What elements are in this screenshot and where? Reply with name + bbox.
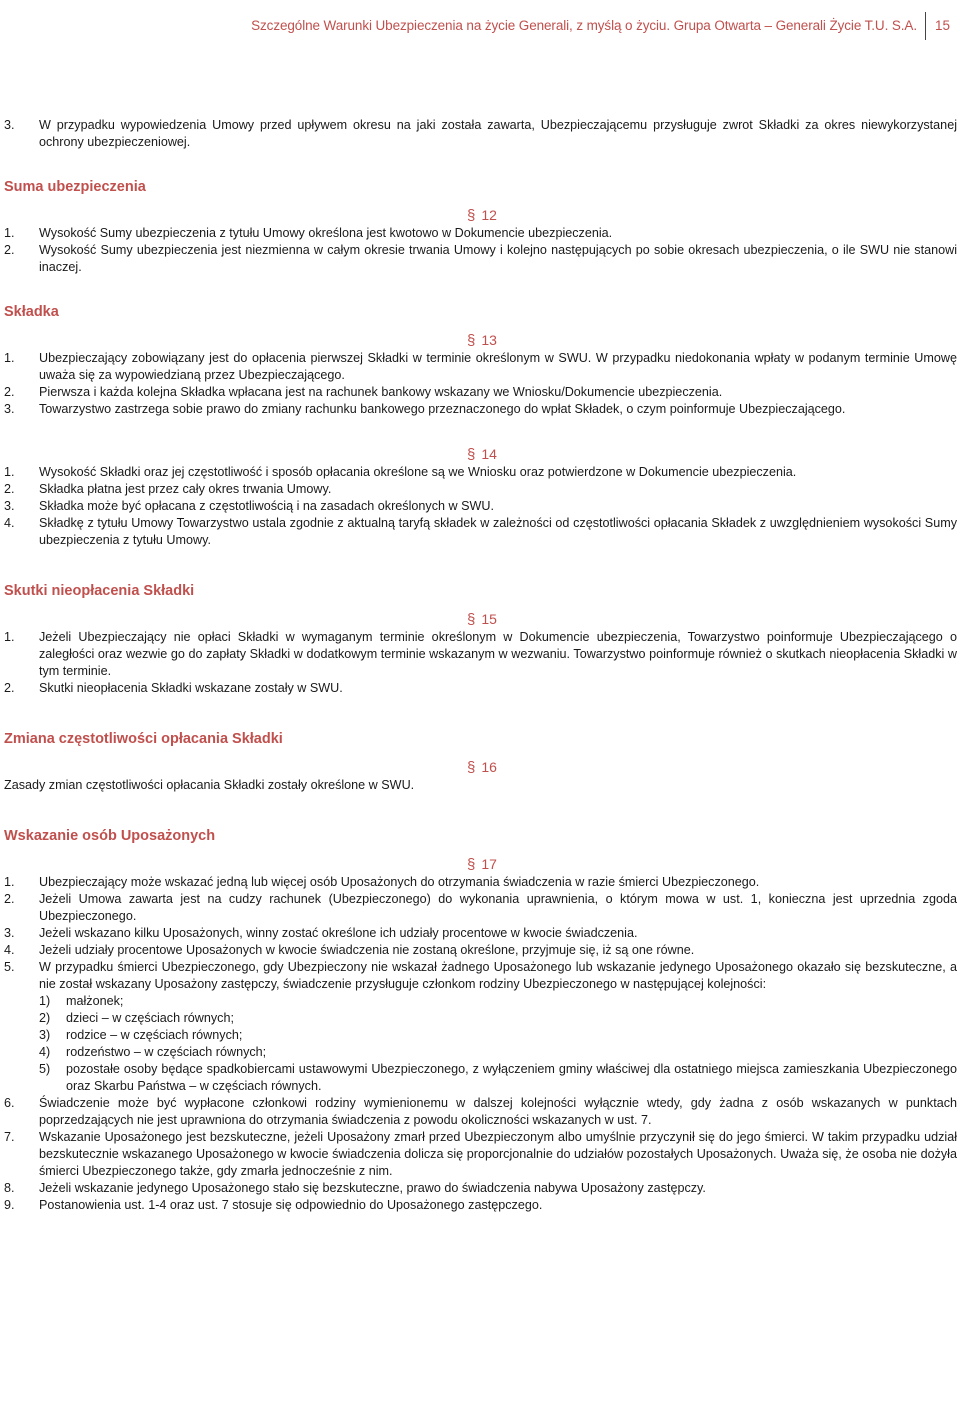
item-text: W przypadku wypowiedzenia Umowy przed upływem okresu na jaki została zawarta, Ubezpieczającemu przysługuje zwrot Składki za okres niewykorzystanej ochrony ubezpieczeniowej. bbox=[39, 118, 957, 149]
item-number: 9. bbox=[4, 1198, 15, 1212]
section-number-value: 12 bbox=[481, 207, 497, 223]
item-number: 6. bbox=[4, 1096, 15, 1110]
list-item bbox=[4, 401, 957, 418]
list-item bbox=[4, 1129, 957, 1180]
section-sign-icon: § bbox=[467, 856, 476, 873]
section-sign-icon: § bbox=[467, 332, 476, 349]
list-item bbox=[4, 959, 957, 993]
item-text: Pierwsza i każda kolejna Składka wpłacana jest na rachunek bankowy wskazany we Wniosku/Dokumencie ubezpieczenia. bbox=[39, 385, 723, 399]
list-item bbox=[4, 242, 957, 276]
sub-item-text: dzieci – w częściach równych; bbox=[66, 1011, 234, 1025]
item-number: 2. bbox=[4, 482, 15, 496]
list-item bbox=[4, 384, 957, 401]
list-item bbox=[4, 225, 957, 242]
item-text: Wysokość Sumy ubezpieczenia z tytułu Umowy określona jest kwotowo w Dokumencie ubezpieczenia. bbox=[39, 226, 613, 240]
list-item bbox=[4, 464, 957, 481]
item-number: 1. bbox=[4, 875, 15, 889]
item-text: Ubezpieczający może wskazać jedną lub więcej osób Uposażonych do otrzymania świadczenia w razie śmierci Ubezpieczonego. bbox=[39, 875, 760, 889]
section-number bbox=[467, 331, 957, 350]
section-sign-icon: § bbox=[467, 759, 476, 776]
item-number: 2. bbox=[4, 385, 15, 399]
item-text: Składka płatna jest przez cały okres trwania Umowy. bbox=[39, 482, 332, 496]
item-text: Składkę z tytułu Umowy Towarzystwo ustala zgodnie z aktualną taryfą składek w zależności od częstotliwości opłacania Składek z uwzględnieniem wysokości Sumy ubezpieczenia z tytułu Umowy. bbox=[39, 516, 957, 547]
item-number: 7. bbox=[4, 1130, 15, 1144]
item-number: 4. bbox=[4, 516, 15, 530]
sub-list-item bbox=[4, 1027, 957, 1044]
list-item bbox=[4, 498, 957, 515]
section-sign-icon: § bbox=[467, 446, 476, 463]
paragraph: Zasady zmian częstotliwości opłacania Składki zostały określone w SWU. bbox=[4, 778, 415, 792]
item-text: Jeżeli wskazanie jedynego Uposażonego stało się bezskuteczne, prawo do świadczenia nabywa Uposażony zastępczy. bbox=[39, 1181, 706, 1195]
section-heading: Suma ubezpieczenia bbox=[4, 179, 146, 195]
item-text: Ubezpieczający zobowiązany jest do opłacenia pierwszej Składki w terminie określonym w SWU. W przypadku niedokonania wpłaty w podanym terminie Umowę uważa się za wypowiedzianą przez Ubezpieczającego. bbox=[39, 351, 957, 382]
item-text: Składka może być opłacana z częstotliwością i na zasadach określonych w SWU. bbox=[39, 499, 494, 513]
section-heading: Skutki nieopłacenia Składki bbox=[4, 583, 195, 599]
sub-item-number: 1) bbox=[39, 994, 51, 1008]
item-text: Skutki nieopłacenia Składki wskazane zostały w SWU. bbox=[39, 681, 343, 695]
sub-item-text: małżonek; bbox=[66, 994, 124, 1008]
sub-item-number: 2) bbox=[39, 1011, 51, 1025]
item-number: 3. bbox=[4, 926, 15, 940]
list-item bbox=[4, 515, 957, 549]
item-number: 2. bbox=[4, 892, 15, 906]
list-item bbox=[4, 942, 957, 959]
item-text: Jeżeli Ubezpieczający nie opłaci Składki w wymaganym terminie określonym w Dokumencie ubezpieczenia, Towarzystwo poinformuje Ubezpieczającego o zaległości oraz wezwie go do zapłaty Składki w dodatkowym terminie wskazanym w wezwaniu. Towarzystwo poinformuje również o skutkach nieopłacenia Składki w tym terminie. bbox=[39, 630, 957, 678]
list-item bbox=[4, 481, 957, 498]
list-item bbox=[4, 891, 957, 925]
list-item bbox=[4, 629, 957, 680]
item-number: 1. bbox=[4, 630, 15, 644]
item-text: Towarzystwo zastrzega sobie prawo do zmiany rachunku bankowego przeznaczonego do wpłat Składek, o czym poinformuje Ubezpieczającego. bbox=[39, 402, 846, 416]
section-number bbox=[467, 855, 957, 874]
item-number: 1. bbox=[4, 465, 15, 479]
header-divider bbox=[925, 12, 926, 40]
list-item bbox=[4, 1197, 957, 1214]
item-text: Wysokość Składki oraz jej częstotliwość i sposób opłacania określone są we Wniosku oraz potwierdzone w Dokumencie ubezpieczenia. bbox=[39, 465, 797, 479]
sub-list-item bbox=[4, 1061, 957, 1095]
section-number bbox=[467, 758, 957, 777]
item-text: Wysokość Sumy ubezpieczenia jest niezmienna w całym okresie trwania Umowy i kolejno następujących po sobie okresach ubezpieczenia, o ile SWU nie stanowi inaczej. bbox=[39, 243, 957, 274]
sub-item-number: 4) bbox=[39, 1045, 51, 1059]
section-number-value: 17 bbox=[481, 856, 497, 872]
page-number: 15 bbox=[935, 18, 951, 33]
section-sign-icon: § bbox=[467, 611, 476, 628]
item-number: 4. bbox=[4, 943, 15, 957]
document-body bbox=[4, 117, 957, 1214]
section-number bbox=[467, 610, 957, 629]
item-number: 3. bbox=[4, 402, 15, 416]
item-text: Jeżeli wskazano kilku Uposażonych, winny zostać określone ich udziały procentowe w kwocie świadczenia. bbox=[39, 926, 638, 940]
item-number: 2. bbox=[4, 243, 15, 257]
item-text: Świadczenie może być wypłacone członkowi rodziny wymienionemu w dalszej kolejności wyłącznie wtedy, gdy żadna z osób wskazanych w punktach poprzedzających nie jest uprawniona do otrzymania świadczenia z powodu okoliczności wskazanych w ust. 7. bbox=[39, 1096, 957, 1127]
item-number: 2. bbox=[4, 681, 15, 695]
item-number: 1. bbox=[4, 351, 15, 365]
item-number: 5. bbox=[4, 960, 15, 974]
list-item bbox=[4, 350, 957, 384]
list-item bbox=[4, 874, 957, 891]
sub-item-number: 3) bbox=[39, 1028, 51, 1042]
section-number bbox=[467, 445, 957, 464]
list-item bbox=[4, 1095, 957, 1129]
section-number-value: 13 bbox=[481, 332, 497, 348]
item-text: W przypadku śmierci Ubezpieczonego, gdy Ubezpieczony nie wskazał żadnego Uposażonego lub wskazanie jedynego Uposażonego okazało się bezskuteczne, a nie został wskazany Uposażony zastępczy, świadczenie przysługuje członkom rodziny Ubezpieczonego w następującej kolejności: bbox=[39, 960, 957, 991]
section-number-value: 15 bbox=[481, 611, 497, 627]
item-text: Jeżeli udziały procentowe Uposażonych w kwocie świadczenia nie zostaną określone, przyjmuje się, iż są one równe. bbox=[39, 943, 695, 957]
section-number-value: 16 bbox=[481, 759, 497, 775]
list-item bbox=[4, 1180, 957, 1197]
sub-item-text: pozostałe osoby będące spadkobiercami ustawowymi Ubezpieczonego, z wyłączeniem gminy właściwej dla ostatniego miejsca zamieszkania Ubezpieczonego oraz Skarbu Państwa – w częściach równych. bbox=[66, 1062, 957, 1093]
item-text: Wskazanie Uposażonego jest bezskuteczne, jeżeli Uposażony zmarł przed Ubezpieczonym albo umyślnie przyczynił się do jego śmierci. W takim przypadku udział bezskutecznie wskazanego Uposażonego w kwocie świadczenia dolicza się proporcjonalnie do udziałów pozostałych Uposażonych. Uważa się, że osoba nie dożyła śmierci Ubezpieczonego także, gdy zmarła jednocześnie z nim. bbox=[39, 1130, 957, 1178]
page-header bbox=[0, 12, 960, 42]
section-sign-icon: § bbox=[467, 207, 476, 224]
list-item bbox=[4, 117, 957, 151]
item-number: 1. bbox=[4, 226, 15, 240]
item-number: 3. bbox=[4, 118, 15, 132]
document-title: Szczególne Warunki Ubezpieczenia na życie Generali, z myślą o życiu. Grupa Otwarta – Generali Życie T.U. S.A. bbox=[251, 18, 917, 33]
section-number bbox=[467, 206, 957, 225]
item-number: 8. bbox=[4, 1181, 15, 1195]
sub-item-text: rodzice – w częściach równych; bbox=[66, 1028, 243, 1042]
sub-item-text: rodzeństwo – w częściach równych; bbox=[66, 1045, 267, 1059]
section-heading: Składka bbox=[4, 304, 59, 320]
sub-list-item bbox=[4, 1044, 957, 1061]
section-heading: Wskazanie osób Uposażonych bbox=[4, 828, 216, 844]
item-text: Postanowienia ust. 1-4 oraz ust. 7 stosuje się odpowiednio do Uposażonego zastępczego. bbox=[39, 1198, 543, 1212]
list-item bbox=[4, 680, 957, 697]
list-item bbox=[4, 925, 957, 942]
section-number-value: 14 bbox=[481, 446, 497, 462]
sub-list-item bbox=[4, 993, 957, 1010]
item-text: Jeżeli Umowa zawarta jest na cudzy rachunek (Ubezpieczonego) do wykonania uprawnienia, o którym mowa w ust. 1, konieczna jest uprzednia zgoda Ubezpieczonego. bbox=[39, 892, 957, 923]
section-heading: Zmiana częstotliwości opłacania Składki bbox=[4, 731, 283, 747]
sub-item-number: 5) bbox=[39, 1062, 51, 1076]
item-number: 3. bbox=[4, 499, 15, 513]
sub-list-item bbox=[4, 1010, 957, 1027]
